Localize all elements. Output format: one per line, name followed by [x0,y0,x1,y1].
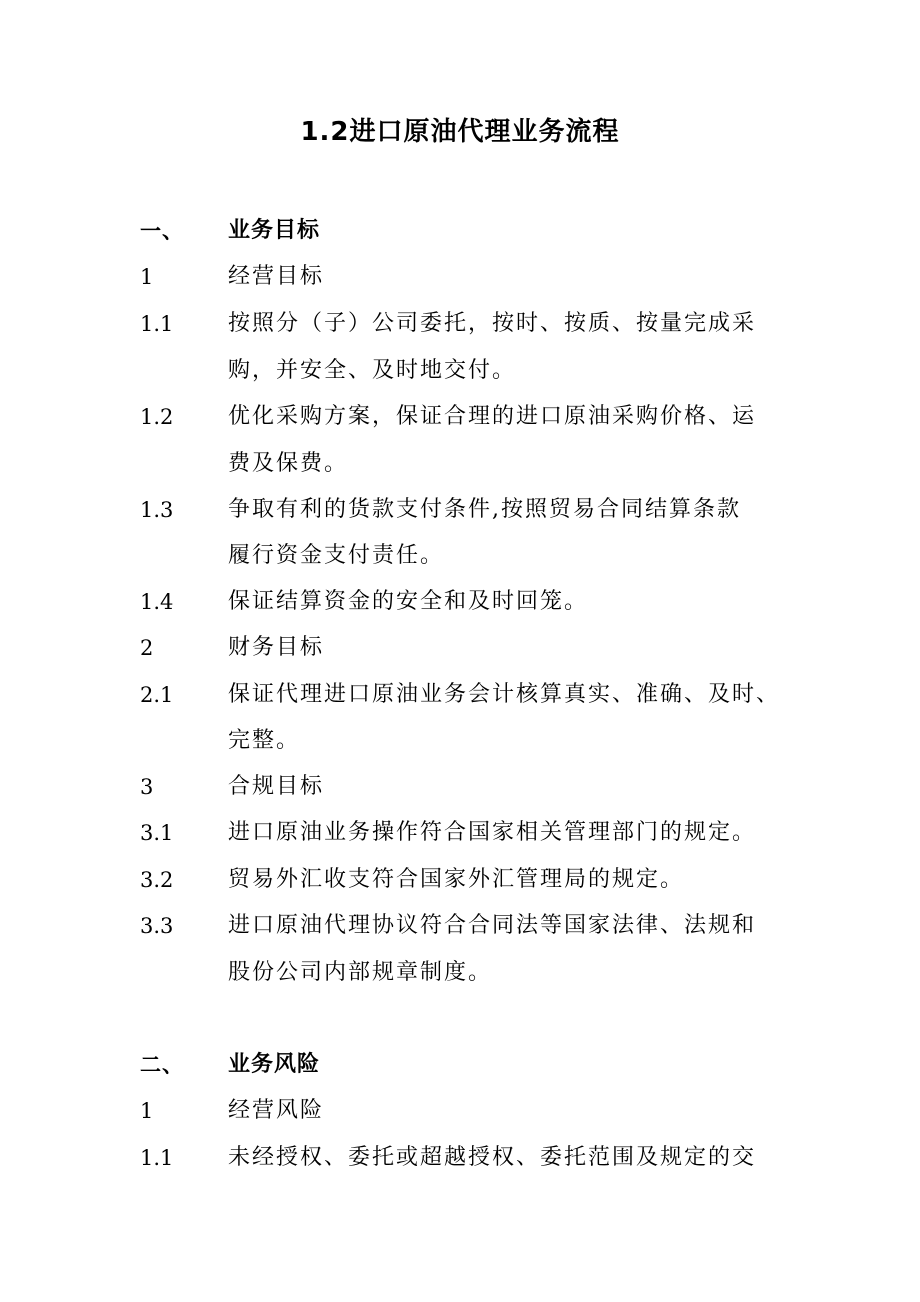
line-number: 3.3 [140,914,174,938]
line-number: 1.4 [140,590,174,614]
line-number: 2 [140,636,154,660]
line-text: 经营目标 [228,264,325,289]
document-line [0,490,920,530]
document-line [0,953,920,993]
line-number: 1.2 [140,405,174,429]
line-number: 3.2 [140,868,174,892]
document-line [0,582,920,622]
document-line [0,1091,920,1131]
document-line [0,860,920,900]
document-line [0,1138,920,1178]
line-text: 业务风险 [228,1052,321,1077]
document-line [0,767,920,807]
line-number: 1.3 [140,498,174,522]
line-text: 争取有利的货款支付条件,按照贸易合同结算条款 [228,497,741,522]
line-number: 一、 [140,219,184,243]
line-text: 财务目标 [228,635,325,660]
line-text: 进口原油代理协议符合合同法等国家法律、法规和 [228,913,757,938]
document-line [0,351,920,391]
line-number: 3 [140,775,154,799]
line-text: 优化采购方案，保证合理的进口原油采购价格、运 [228,404,757,429]
document-line [0,628,920,668]
line-number: 1 [140,1099,154,1123]
line-number: 1 [140,265,154,289]
document-line [0,304,920,344]
line-text: 合规目标 [228,774,325,799]
line-text: 履行资金支付责任。 [228,543,445,568]
line-text: 股份公司内部规章制度。 [228,960,493,985]
section-heading [0,1045,920,1085]
line-text: 保证代理进口原油业务会计核算真实、准确、及时、 [228,682,781,707]
line-text: 贸易外汇收支符合国家外汇管理局的规定。 [228,867,685,892]
line-number: 2.1 [140,683,174,707]
line-number: 1.1 [140,312,174,336]
document-line [0,813,920,853]
line-number: 1.1 [140,1146,174,1170]
document-line [0,257,920,297]
line-text: 进口原油业务操作符合国家相关管理部门的规定。 [228,820,757,845]
document-line [0,444,920,484]
line-number: 二、 [140,1053,184,1077]
document-line [0,721,920,761]
document-line [0,397,920,437]
document-line [0,675,920,715]
line-text: 保证结算资金的安全和及时回笼。 [228,589,589,614]
line-text: 费及保费。 [228,451,349,476]
document-title: 1.2进口原油代理业务流程 [300,117,620,147]
line-text: 经营风险 [228,1098,325,1123]
document-line [0,906,920,946]
section-heading [0,211,920,251]
line-text: 按照分（子）公司委托，按时、按质、按量完成采 [228,311,757,336]
line-text: 未经授权、委托或超越授权、委托范围及规定的交 [228,1145,757,1170]
line-text: 完整。 [228,728,301,753]
line-text: 购，并安全、及时地交付。 [228,358,517,383]
line-number: 3.1 [140,821,174,845]
line-text: 业务目标 [228,218,321,243]
document-line [0,536,920,576]
